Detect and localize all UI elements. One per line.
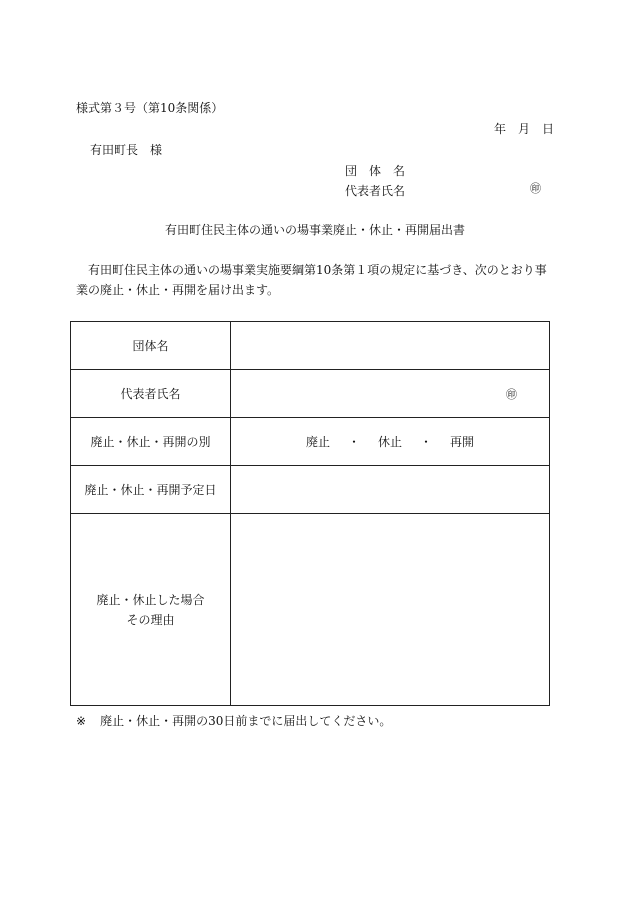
representative-label: 代表者氏名 [71,370,231,418]
reason-label [71,514,231,706]
scheduled-date-label: 廃止・休止・再開予定日 [71,466,231,514]
seal-icon [530,180,541,196]
addressee: 有田町長 様 [90,143,163,157]
reason-label-line2: その理由 [126,612,175,627]
table-row [71,514,550,706]
reason-label-line1: 廃止・休止した場合 [96,592,205,607]
footnote-text: 廃止・休止・再開の30日前までに届出してください。 [100,714,392,728]
seal-mark: ㊞ [530,182,541,195]
representative-field[interactable] [231,370,550,418]
group-name-field[interactable] [231,322,550,370]
table-row [71,322,550,370]
table-row [71,370,550,418]
option-saikai[interactable]: 再開 [450,435,475,449]
body-paragraph: 有田町住民主体の通いの場事業実施要綱第10条第１項の規定に基づき、次のとおり事業の廃止・休止・再開を届け出ます。 [76,263,547,297]
seal-icon: ㊞ [506,387,517,401]
option-kyushi[interactable]: 休止 [377,435,402,449]
representative-name-label: 代表者氏名 [345,184,406,198]
type-label: 廃止・休止・再開の別 [71,418,231,466]
option-separator: ・ [420,435,433,449]
table-row [71,418,550,466]
footnote [76,712,391,729]
option-haishi[interactable]: 廃止 [305,435,330,449]
document-title: 有田町住民主体の通いの場事業廃止・休止・再開届出書 [164,223,465,237]
form-number: 様式第３号（第10条関係） [76,101,224,115]
date-line: 年 月 日 [494,122,555,136]
type-options [231,418,550,466]
group-name-label: 団体名 [71,322,231,370]
scheduled-date-field[interactable] [231,466,550,514]
organization-name-label: 団 体 名 [345,164,406,178]
reason-field[interactable] [231,514,550,706]
form-table [70,321,550,706]
option-separator: ・ [347,435,360,449]
footnote-mark: ※ [76,714,87,728]
table-row [71,466,550,514]
